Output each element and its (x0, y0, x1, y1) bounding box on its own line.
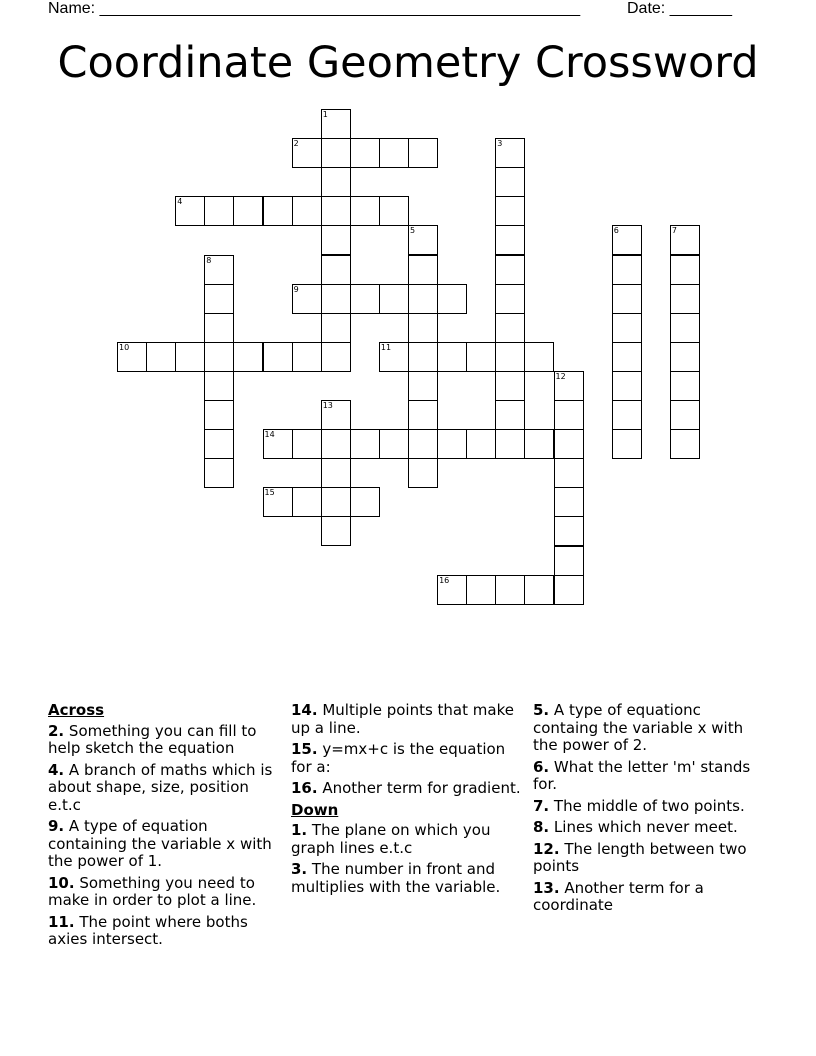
crossword-cell[interactable] (612, 400, 642, 430)
crossword-cell[interactable] (495, 371, 525, 401)
crossword-cell[interactable] (292, 196, 322, 226)
clue-across-4 (48, 762, 280, 815)
clue-text: A type of equation containing the variable x with the power of 1. (48, 817, 272, 870)
clue-number-label: 14 (264, 430, 275, 440)
clue-text: The point where boths axies intersect. (48, 912, 248, 948)
crossword-cell[interactable] (437, 342, 467, 372)
crossword-cell[interactable] (554, 546, 584, 576)
clue-number-label: 13 (322, 401, 333, 410)
crossword-cell[interactable] (204, 371, 234, 401)
clue-text: Another term for a coordinate (533, 878, 704, 914)
clue-text: The length between two points (533, 839, 747, 875)
crossword-cell[interactable] (670, 342, 700, 372)
clue-number-label: 7 (671, 226, 677, 236)
crossword-cell[interactable] (321, 313, 351, 343)
crossword-cell[interactable] (321, 284, 351, 314)
clue-down-6 (533, 759, 769, 794)
crossword-cell[interactable] (379, 196, 409, 226)
clue-down-8 (533, 819, 769, 837)
crossword-cell[interactable] (466, 429, 496, 459)
clue-text: What the letter 'm' stands for. (533, 757, 751, 793)
crossword-cell[interactable] (437, 575, 467, 605)
clue-text: Something you can fill to help sketch the equation (48, 721, 257, 757)
crossword-cell[interactable] (321, 109, 351, 139)
crossword-cell[interactable] (233, 342, 263, 372)
clue-text: Something you need to make in order to plot a line. (48, 873, 257, 909)
clue-number: 16. (291, 779, 318, 797)
crossword-cell[interactable] (321, 487, 351, 517)
clue-across-16 (291, 780, 523, 798)
clue-number-label: 4 (177, 197, 183, 207)
crossword-cell[interactable] (292, 284, 322, 314)
clue-number-label: 12 (555, 371, 566, 381)
crossword-cell[interactable] (495, 284, 525, 314)
crossword-cell[interactable] (204, 284, 234, 314)
clue-number-label: 2 (293, 139, 299, 149)
clues-column-1 (48, 702, 280, 953)
clue-number-label: 11 (380, 342, 392, 352)
clue-number-label: 9 (293, 284, 299, 294)
crossword-cell[interactable] (437, 284, 467, 314)
crossword-cell[interactable] (554, 487, 584, 517)
crossword-cell[interactable] (350, 138, 380, 168)
crossword-cell[interactable] (408, 284, 438, 314)
crossword-cell[interactable] (670, 225, 700, 255)
crossword-cell[interactable] (321, 196, 351, 226)
crossword-cell[interactable] (670, 284, 700, 314)
clue-down-7 (533, 798, 769, 816)
date-field-label: Date: _______ (627, 0, 732, 17)
crossword-cell[interactable] (263, 196, 293, 226)
crossword-cell[interactable] (495, 400, 525, 430)
crossword-cell[interactable] (408, 313, 438, 343)
clue-number-label: 6 (613, 226, 619, 236)
across-heading: Across (48, 701, 105, 719)
crossword-cell[interactable] (233, 196, 263, 226)
crossword-cell[interactable] (408, 429, 438, 459)
clue-number: 5. (533, 701, 550, 719)
crossword-cell[interactable] (670, 400, 700, 430)
crossword-cell[interactable] (612, 429, 642, 459)
crossword-cell[interactable] (670, 371, 700, 401)
crossword-cell[interactable] (495, 342, 525, 372)
clue-down-1 (291, 822, 523, 857)
clue-number-label: 15 (264, 488, 275, 498)
crossword-cell[interactable] (321, 138, 351, 168)
crossword-cell[interactable] (204, 313, 234, 343)
clue-across-11 (48, 914, 280, 949)
crossword-cell[interactable] (321, 342, 351, 372)
clue-across-2 (48, 723, 280, 758)
crossword-cell[interactable] (292, 342, 322, 372)
clue-across-9 (48, 818, 280, 871)
crossword-cell[interactable] (263, 429, 293, 459)
crossword-cell[interactable] (524, 429, 554, 459)
clue-text: y=mx+c is the equation for a: (291, 740, 506, 776)
crossword-cell[interactable] (321, 167, 351, 197)
crossword-cell[interactable] (263, 342, 293, 372)
crossword-cell[interactable] (204, 196, 234, 226)
clue-text: A type of equationc containg the variable x with the power of 2. (533, 701, 744, 754)
clue-down-13 (533, 880, 769, 915)
clue-text: Multiple points that make up a line. (291, 701, 514, 737)
crossword-cell[interactable] (204, 429, 234, 459)
crossword-cell[interactable] (321, 225, 351, 255)
clues-column-2 (291, 702, 523, 900)
crossword-cell[interactable] (612, 342, 642, 372)
crossword-cell[interactable] (379, 429, 409, 459)
crossword-cell[interactable] (292, 429, 322, 459)
clue-number: 6. (533, 757, 550, 776)
crossword-cell[interactable] (670, 255, 700, 285)
crossword-cell[interactable] (495, 575, 525, 605)
crossword-cell[interactable] (612, 313, 642, 343)
crossword-cell[interactable] (263, 487, 293, 517)
crossword-cell[interactable] (495, 196, 525, 226)
clue-text: The middle of two points. (553, 796, 745, 815)
clue-across-14 (291, 702, 523, 737)
crossword-cell[interactable] (321, 458, 351, 488)
crossword-cell[interactable] (408, 225, 438, 255)
clue-text: Lines which never meet. (553, 818, 738, 836)
clue-number: 15. (291, 740, 318, 758)
crossword-cell[interactable] (495, 225, 525, 255)
crossword-cell[interactable] (554, 575, 584, 605)
crossword-cell[interactable] (321, 400, 351, 430)
crossword-cell[interactable] (292, 138, 322, 168)
crossword-cell[interactable] (350, 487, 380, 517)
page-title: Coordinate Geometry Crossword (57, 38, 759, 88)
crossword-cell[interactable] (495, 167, 525, 197)
crossword-cell[interactable] (495, 255, 525, 285)
clue-number-label: 16 (439, 575, 450, 585)
clue-number: 10. (48, 873, 75, 892)
crossword-cell[interactable] (554, 400, 584, 430)
crossword-cell[interactable] (408, 371, 438, 401)
crossword-cell[interactable] (175, 342, 205, 372)
clue-number-label: 8 (206, 255, 212, 265)
clue-number-label: 5 (410, 226, 416, 236)
clue-number: 14. (291, 701, 318, 719)
crossword-cell[interactable] (408, 138, 438, 168)
crossword-cell[interactable] (408, 458, 438, 488)
crossword-cell[interactable] (554, 429, 584, 459)
crossword-cell[interactable] (524, 575, 554, 605)
crossword-cell[interactable] (204, 400, 234, 430)
crossword-cell[interactable] (524, 342, 554, 372)
crossword-cell[interactable] (408, 255, 438, 285)
crossword-cell[interactable] (670, 429, 700, 459)
crossword-cell[interactable] (612, 284, 642, 314)
clue-number: 7. (533, 796, 550, 815)
crossword-cell[interactable] (321, 429, 351, 459)
clue-number-label: 3 (497, 139, 503, 149)
crossword-cell[interactable] (379, 284, 409, 314)
crossword-cell[interactable] (292, 487, 322, 517)
clues-column-3 (533, 702, 769, 919)
crossword-cell[interactable] (437, 429, 467, 459)
crossword-cell[interactable] (408, 400, 438, 430)
crossword-cell[interactable] (612, 371, 642, 401)
crossword-cell[interactable] (321, 516, 351, 546)
crossword-cell[interactable] (554, 516, 584, 546)
crossword-cell[interactable] (350, 196, 380, 226)
crossword-cell[interactable] (379, 138, 409, 168)
clue-text: A branch of maths which is about shape, size, position e.t.c (48, 760, 273, 814)
crossword-cell[interactable] (204, 255, 234, 285)
clue-number: 12. (533, 839, 560, 858)
clue-number: 13. (533, 878, 560, 897)
clue-text: The plane on which you graph lines e.t.c (291, 821, 491, 857)
down-heading: Down (291, 800, 339, 819)
clue-down-12 (533, 841, 769, 876)
name-field-label: Name: ______________________________________________________ (48, 0, 581, 17)
crossword-cell[interactable] (495, 313, 525, 343)
clue-number: 11. (48, 912, 75, 931)
crossword-cell[interactable] (408, 342, 438, 372)
clue-across-15 (291, 741, 523, 776)
clue-down-3 (291, 861, 523, 896)
clue-number: 9. (48, 817, 65, 835)
crossword-cell[interactable] (204, 458, 234, 488)
crossword-cell[interactable] (612, 225, 642, 255)
crossword-cell[interactable] (670, 313, 700, 343)
clue-number: 8. (533, 818, 550, 836)
crossword-cell[interactable] (204, 342, 234, 372)
crossword-cell[interactable] (175, 196, 205, 226)
crossword-cell[interactable] (612, 255, 642, 285)
crossword-cell[interactable] (350, 284, 380, 314)
crossword-cell[interactable] (495, 429, 525, 459)
crossword-cell[interactable] (379, 342, 409, 372)
clue-number: 4. (48, 760, 65, 779)
crossword-cell[interactable] (350, 429, 380, 459)
crossword-cell[interactable] (117, 342, 147, 372)
clue-down-5 (533, 702, 769, 755)
clue-number: 3. (291, 860, 308, 878)
clue-across-10 (48, 875, 280, 910)
crossword-cell[interactable] (466, 575, 496, 605)
clue-number: 1. (291, 821, 308, 839)
clue-text: Another term for gradient. (322, 779, 521, 797)
clue-number: 2. (48, 721, 65, 740)
crossword-cell[interactable] (554, 458, 584, 488)
clue-number-label: 10 (119, 342, 130, 352)
crossword-cell[interactable] (146, 342, 176, 372)
clue-number-label: 1 (322, 110, 328, 119)
crossword-cell[interactable] (321, 255, 351, 285)
clue-text: The number in front and multiplies with the variable. (291, 860, 501, 896)
crossword-cell[interactable] (466, 342, 496, 372)
crossword-cell[interactable] (495, 138, 525, 168)
crossword-cell[interactable] (554, 371, 584, 401)
